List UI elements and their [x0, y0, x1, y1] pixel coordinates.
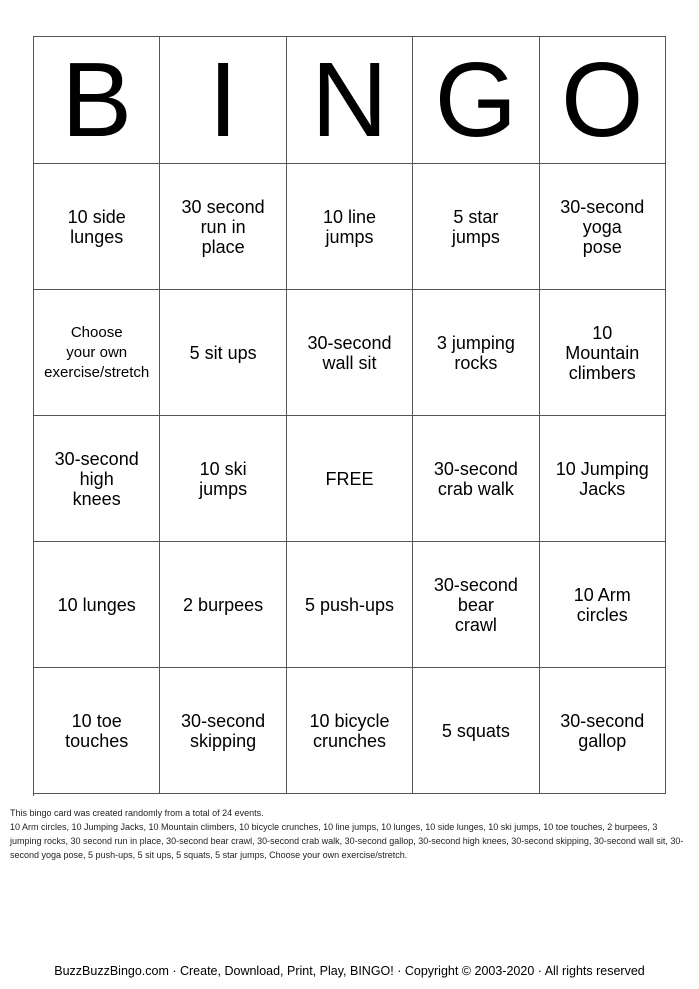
- bingo-cell: 30-second skipping: [160, 668, 286, 794]
- header-letter-n: N: [287, 37, 413, 164]
- bingo-cell: 30-second crab walk: [413, 416, 539, 542]
- bingo-cell: 5 squats: [413, 668, 539, 794]
- card-info-summary: This bingo card was created randomly from a total of 24 events.: [10, 808, 264, 818]
- header-letter-g: G: [413, 37, 539, 164]
- bingo-cell: 10 Jumping Jacks: [540, 416, 666, 542]
- bingo-card: [33, 36, 666, 796]
- free-space-cell: FREE: [287, 416, 413, 542]
- header-letter-i: I: [160, 37, 286, 164]
- bingo-row-3: [34, 416, 666, 542]
- bingo-cell: 10 side lunges: [34, 164, 160, 290]
- bingo-cell: 30-second yoga pose: [540, 164, 666, 290]
- bingo-row-2: [34, 290, 666, 416]
- bingo-row-4: [34, 542, 666, 668]
- bingo-cell: 30-second bear crawl: [413, 542, 539, 668]
- bingo-cell: 10 toe touches: [34, 668, 160, 794]
- bingo-cell: 30-second high knees: [34, 416, 160, 542]
- header-letter-o: O: [540, 37, 666, 164]
- header-letter-b: B: [34, 37, 160, 164]
- bingo-cell: 10 Mountain climbers: [540, 290, 666, 416]
- page-footer: BuzzBuzzBingo.com · Create, Download, Print, Play, BINGO! · Copyright © 2003-2020 · All rights reserved: [54, 964, 645, 978]
- bingo-row-5: [34, 668, 666, 794]
- bingo-cell: 10 bicycle crunches: [287, 668, 413, 794]
- bingo-cell: 3 jumping rocks: [413, 290, 539, 416]
- bingo-cell: 10 line jumps: [287, 164, 413, 290]
- bingo-cell: 30-second gallop: [540, 668, 666, 794]
- card-info: [10, 806, 690, 862]
- bingo-cell: Choose your own exercise/stretch: [34, 290, 160, 416]
- bingo-cell: 5 push-ups: [287, 542, 413, 668]
- bingo-row-1: [34, 164, 666, 290]
- card-info-events-list: 10 Arm circles, 10 Jumping Jacks, 10 Mountain climbers, 10 bicycle crunches, 10 line jumps, 10 lunges, 10 side lunges, 10 ski jumps, 10 toe touches, 2 burpees, 3 jumping rocks, 30 second run in place, 30-second bear crawl, 30-second crab walk, 30-second gallop, 30-second high knees, 30-second skipping, 30-second wall sit, 30-second yoga pose, 5 push-ups, 5 sit ups, 5 squats, 5 star jumps, Choose your own exercise/stretch.: [10, 822, 684, 860]
- bingo-cell: 2 burpees: [160, 542, 286, 668]
- bingo-header-row: [34, 37, 666, 164]
- bingo-cell: 10 Arm circles: [540, 542, 666, 668]
- bingo-cell: 5 star jumps: [413, 164, 539, 290]
- bingo-cell: 10 ski jumps: [160, 416, 286, 542]
- bingo-cell: 30 second run in place: [160, 164, 286, 290]
- bingo-cell: 30-second wall sit: [287, 290, 413, 416]
- bingo-cell: 10 lunges: [34, 542, 160, 668]
- bingo-cell: 5 sit ups: [160, 290, 286, 416]
